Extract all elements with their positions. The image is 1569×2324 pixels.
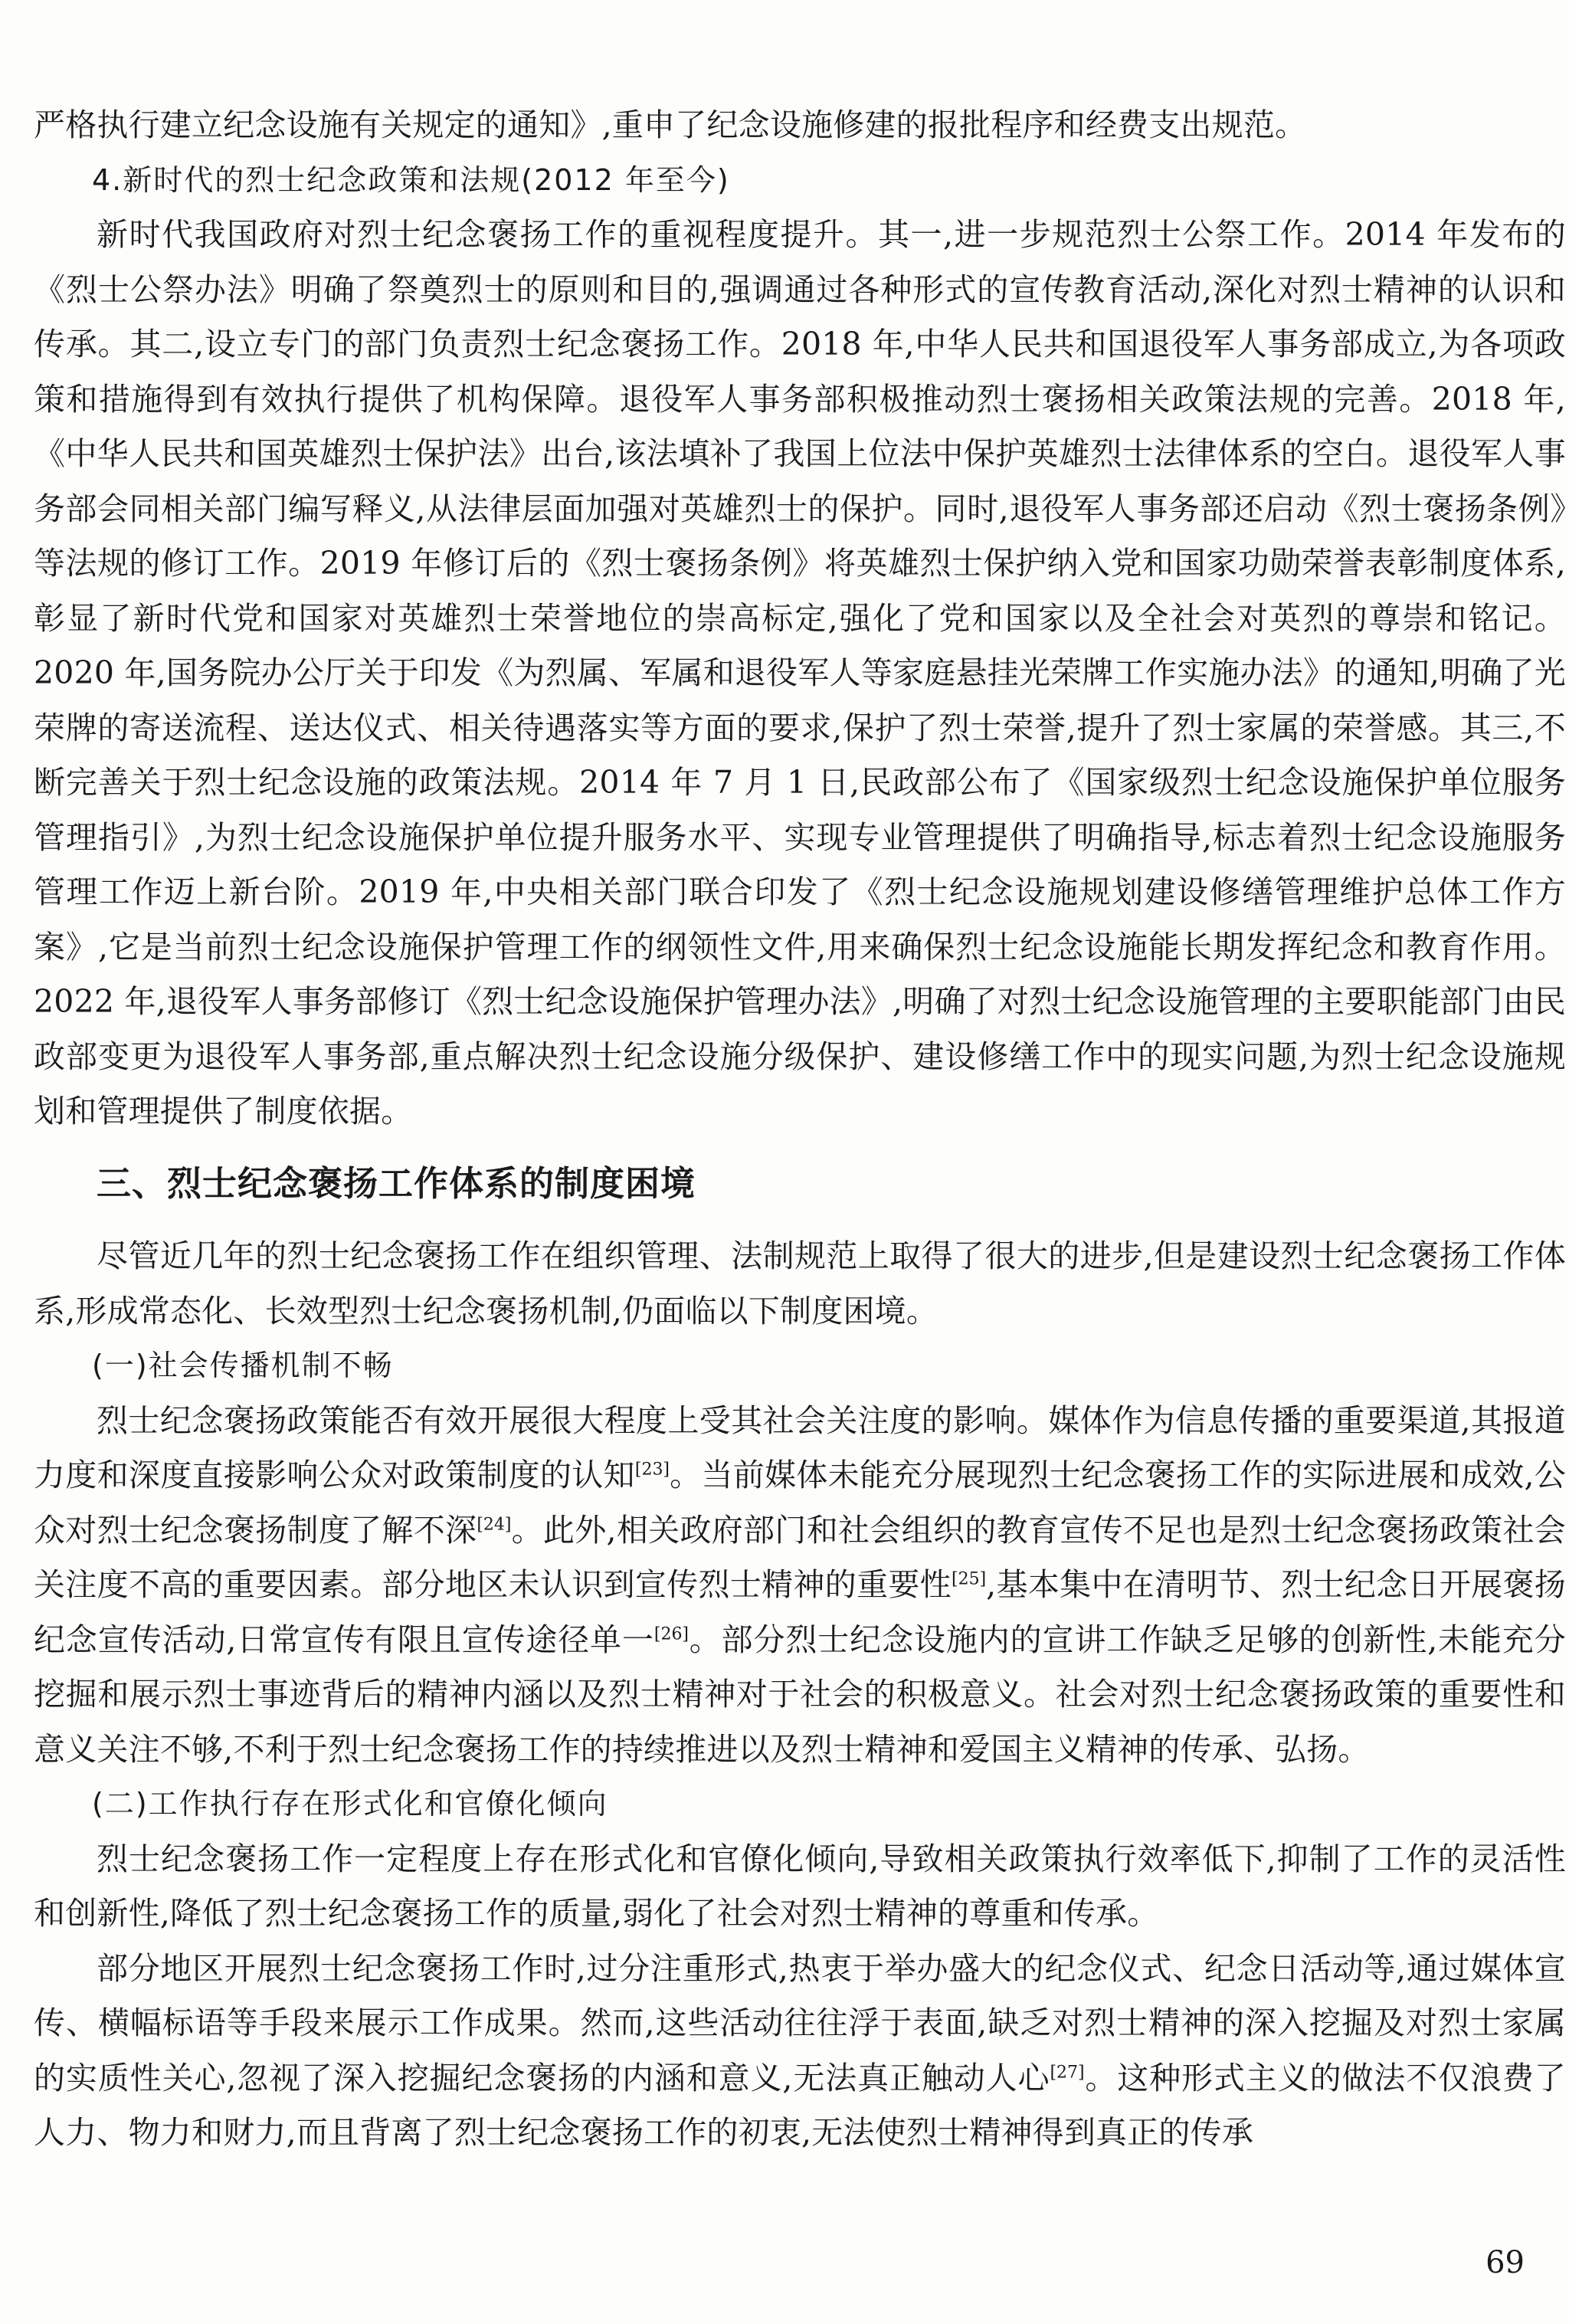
text-segment: ,基本集中在清明节、烈士纪念日开展褒扬纪念宣传活动,日常宣传有限且宣传途径单一 (34, 1566, 1566, 1658)
paragraph-continued: 严格执行建立纪念设施有关规定的通知》,重申了纪念设施修建的报批程序和经费支出规范。 (34, 107, 1307, 143)
text-segment: 烈士纪念褒扬政策能否有效开展很大程度上受其社会关注度的影响。媒体作为信息传播的重要渠道,其报道力度和深度直接影响公众对政策制度的认知 (34, 1401, 1566, 1493)
subheading-formalism: (二)工作执行存在形式化和官僚化倾向 (92, 1787, 608, 1821)
text-segment: 。部分烈士纪念设施内的宣讲工作缺乏足够的创新性,未能充分挖掘和展示烈士事迹背后的精神内涵以及烈士精神对于社会的积极意义。社会对烈士纪念褒扬政策的重要性和意义关注不够,不利于烈士纪念褒扬工作的持续推进以及烈士精神和爱国主义精神的传承、弘扬。 (34, 1621, 1567, 1768)
paragraph-new-era: 新时代我国政府对烈士纪念褒扬工作的重视程度提升。其一,进一步规范烈士公祭工作。2014 年发布的《烈士公祭办法》明确了祭奠烈士的原则和目的,强调通过各种形式的宣传教育活动,深化对烈士精神的认识和传承。其二,设立专门的部门负责烈士纪念褒扬工作。2018 年,中华人民共和国退役军人事务部成立,为各项政策和措施得到有效执行提供了机构保障。退役军人事务部积极推动烈士褒扬相关政策法规的完善。2018 年,《中华人民共和国英雄烈士保护法》出台,该法填补了我国上位法中保护英雄烈士法律体系的空白。退役军人事务部会同相关部门编写释义,从法律层面加强对英雄烈士的保护。同时,退役军人事务部还启动《烈士褒扬条例》等法规的修订工作。2019 年修订后的《烈士褒扬条例》将英雄烈士保护纳入党和国家功勋荣誉表彰制度体系,彰显了新时代党和国家对英雄烈士荣誉地位的崇高标定,强化了党和国家以及全社会对英烈的尊崇和铭记。2020 年,国务院办公厅关于印发《为烈属、军属和退役军人等家庭悬挂光荣牌工作实施办法》的通知,明确了光荣牌的寄送流程、送达仪式、相关待遇落实等方面的要求,保护了烈士荣誉,提升了烈士家属的荣誉感。其三,不断完善关于烈士纪念设施的政策法规。2014 年 7 月 1 日,民政部公布了《国家级烈士纪念设施保护单位服务管理指引》,为烈士纪念设施保护单位提升服务水平、实现专业管理提供了明确指导,标志着烈士纪念设施服务管理工作迈上新台阶。2019 年,中央相关部门联合印发了《烈士纪念设施规划建设修缮管理维护总体工作方案》,它是当前烈士纪念设施保护管理工作的纲领性文件,用来确保烈士纪念设施能长期发挥纪念和教育作用。2022 年,退役军人事务部修订《烈士纪念设施保护管理办法》,明确了对烈士纪念设施管理的主要职能部门由民政部变更为退役军人事务部,重点解决烈士纪念设施分级保护、建设修缮工作中的现实问题,为烈士纪念设施规划和管理提供了制度依据。 (34, 216, 1566, 1129)
paragraph-formalism-detail (34, 1942, 1566, 2161)
citation-27: [27] (1050, 2062, 1085, 2082)
section-heading-3: 三、烈士纪念褒扬工作体系的制度困境 (97, 1162, 696, 1204)
paragraph-formalism: 烈士纪念褒扬工作一定程度上存在形式化和官僚化倾向,导致相关政策执行效率低下,抑制了工作的灵活性和创新性,降低了烈士纪念褒扬工作的质量,弱化了社会对烈士精神的尊重和传承。 (34, 1840, 1566, 1932)
citation-26: [26] (653, 1624, 690, 1644)
paragraph-intro-dilemma: 尽管近几年的烈士纪念褒扬工作在组织管理、法制规范上取得了很大的进步,但是建设烈士纪念褒扬工作体系,形成常态化、长效型烈士纪念褒扬机制,仍面临以下制度困境。 (34, 1237, 1566, 1329)
text-segment: 部分地区开展烈士纪念褒扬工作时,过分注重形式,热衷于举办盛大的纪念仪式、纪念日活动等,通过媒体宣传、横幅标语等手段来展示工作成果。然而,这些活动往往浮于表面,缺乏对烈士精神的深入挖掘及对烈士家属的实质性关心,忽视了深入挖掘纪念褒扬的内涵和意义,无法真正触动人心 (34, 1949, 1566, 2096)
page-number: 69 (1485, 2245, 1525, 2280)
subheading-communication: (一)社会传播机制不畅 (92, 1349, 394, 1382)
citation-25: [25] (952, 1569, 987, 1589)
document-body (34, 98, 1566, 2161)
paragraph-communication (34, 1394, 1566, 1778)
text-segment: 。当前媒体未能充分展现烈士纪念褒扬工作的实际进展和成效,公众对烈士纪念褒扬制度了解不深 (34, 1457, 1566, 1549)
citation-23: [23] (634, 1460, 670, 1480)
subheading-new-era-policy: 4.新时代的烈士纪念政策和法规(2012 年至今) (92, 162, 730, 197)
text-segment: 。这种形式主义的做法不仅浪费了人力、物力和财力,而且背离了烈士纪念褒扬工作的初衷,无法使烈士精神得到真正的传承 (34, 2059, 1567, 2151)
text-segment: 。此外,相关政府部门和社会组织的教育宣传不足也是烈士纪念褒扬政策社会关注度不高的重要因素。部分地区未认识到宣传烈士精神的重要性 (34, 1511, 1566, 1603)
citation-24: [24] (477, 1514, 512, 1534)
